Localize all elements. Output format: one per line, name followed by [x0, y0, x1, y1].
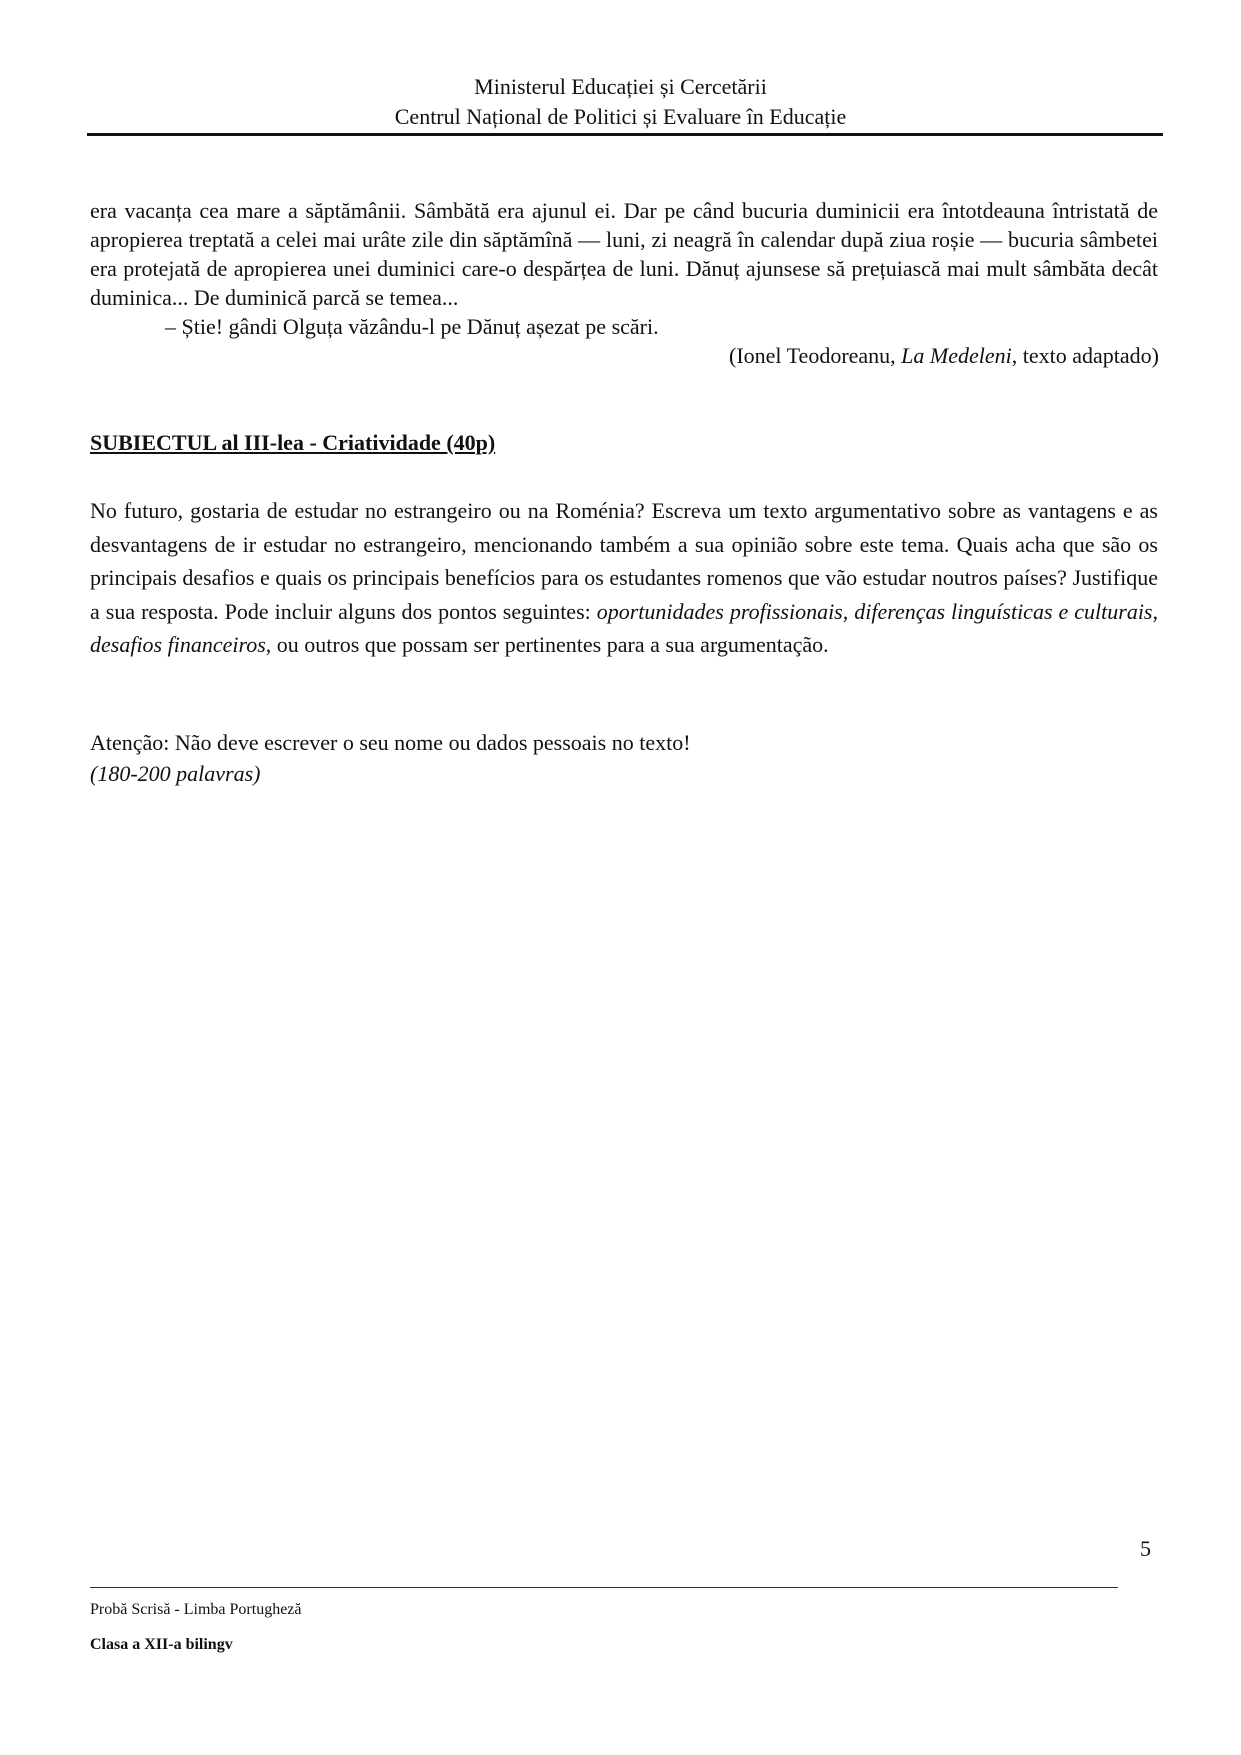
citation-suffix: , texto adaptado): [1011, 343, 1159, 368]
subject-title: SUBIECTUL al III-lea - Criatividade (40p): [90, 430, 496, 455]
prompt-italic-topics: oportunidades profissionais, diferenças linguísticas e culturais, desafios financeiros: [90, 598, 1158, 657]
footer-exam-name: Probă Scrisă - Limba Portugheză: [90, 1601, 302, 1618]
footer-class: Clasa a XII-a bilingv: [90, 1636, 233, 1653]
page-header: [0, 72, 1241, 132]
excerpt-dialogue: – Știe! gândi Olguța văzându-l pe Dănuț așezat pe scări.: [165, 314, 659, 339]
header-ministry: Ministerul Educației și Cercetării: [474, 74, 767, 99]
prompt-end: , ou outros que possam ser pertinentes para a sua argumentação.: [265, 632, 829, 657]
page-number: 5: [1140, 1536, 1151, 1561]
header-divider: [87, 133, 1163, 136]
prompt-text: No futuro, gostaria de estudar no estrangeiro ou na Roménia? Escreva um texto argumentativo sobre as vantagens e as desvantagens de ir estudar no estrangeiro, mencionando também a sua opinião sobre este tema. Quais acha que são os principais desafios e quais os principais benefícios para os estudantes romenos que vão estudar noutros países? Justifique a sua resposta. Pode incluir alguns dos pontos seguintes:: [90, 498, 1158, 624]
excerpt-paragraph: era vacanța cea mare a săptămânii. Sâmbătă era ajunul ei. Dar pe când bucuria duminicii era întotdeauna întristată de apropierea treptată a celei mai urâte zile din săptămînă — luni, zi neagră în calendar după ziua roșie — bucuria sâmbetei era protejată de apropierea unei duminici care-o despărțea de luni. Dănuț ajunsese să prețuiască mai mult sâmbăta decât duminica... De duminică parcă se temea...: [90, 198, 1158, 310]
header-center: Centrul Național de Politici și Evaluare în Educație: [394, 104, 847, 129]
footer-divider: [90, 1587, 1118, 1588]
attention-note: Atenção: Não deve escrever o seu nome ou dados pessoais no texto!: [90, 730, 691, 755]
word-count: (180-200 palavras): [90, 761, 261, 786]
citation-title: La Medeleni: [901, 343, 1012, 368]
subject-prompt: [90, 494, 1158, 662]
excerpt-citation: [729, 341, 1159, 370]
citation-prefix: (Ionel Teodoreanu,: [729, 343, 902, 368]
